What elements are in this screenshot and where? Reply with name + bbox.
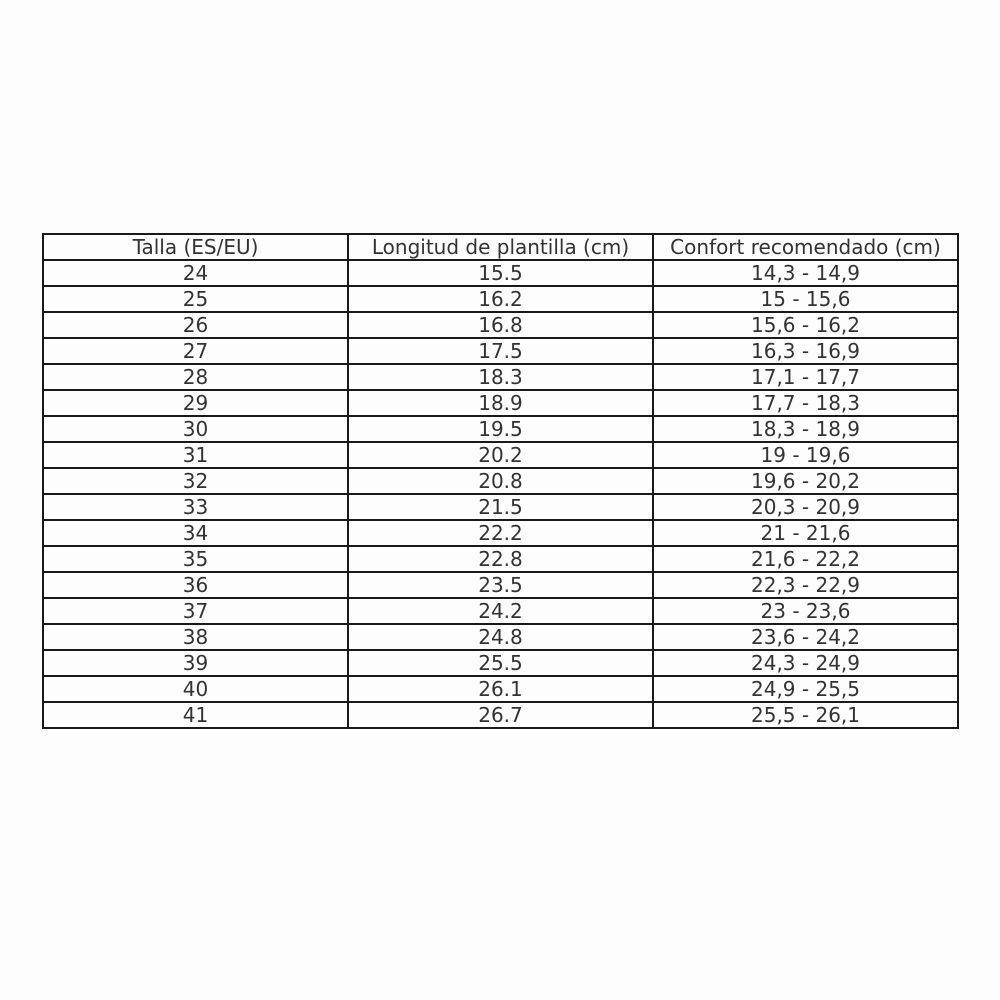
cell-confort-recomendado: 17,7 - 18,3 <box>653 390 958 416</box>
cell-longitud-plantilla: 26.1 <box>348 676 653 702</box>
cell-confort-recomendado: 19 - 19,6 <box>653 442 958 468</box>
table-row <box>43 494 958 520</box>
cell-talla: 26 <box>43 312 348 338</box>
cell-confort-recomendado: 21 - 21,6 <box>653 520 958 546</box>
cell-talla: 38 <box>43 624 348 650</box>
cell-talla: 36 <box>43 572 348 598</box>
table-body <box>43 260 958 728</box>
cell-talla: 31 <box>43 442 348 468</box>
cell-longitud-plantilla: 20.2 <box>348 442 653 468</box>
table-row <box>43 364 958 390</box>
header-longitud-plantilla: Longitud de plantilla (cm) <box>348 234 653 260</box>
table-row <box>43 312 958 338</box>
cell-confort-recomendado: 24,9 - 25,5 <box>653 676 958 702</box>
cell-longitud-plantilla: 25.5 <box>348 650 653 676</box>
cell-longitud-plantilla: 20.8 <box>348 468 653 494</box>
cell-longitud-plantilla: 23.5 <box>348 572 653 598</box>
table-row <box>43 650 958 676</box>
cell-longitud-plantilla: 18.3 <box>348 364 653 390</box>
cell-talla: 39 <box>43 650 348 676</box>
table-row <box>43 598 958 624</box>
cell-longitud-plantilla: 17.5 <box>348 338 653 364</box>
cell-talla: 30 <box>43 416 348 442</box>
cell-confort-recomendado: 20,3 - 20,9 <box>653 494 958 520</box>
cell-confort-recomendado: 16,3 - 16,9 <box>653 338 958 364</box>
table-row <box>43 572 958 598</box>
cell-confort-recomendado: 22,3 - 22,9 <box>653 572 958 598</box>
cell-confort-recomendado: 23 - 23,6 <box>653 598 958 624</box>
table-row <box>43 286 958 312</box>
header-talla: Talla (ES/EU) <box>43 234 348 260</box>
cell-confort-recomendado: 25,5 - 26,1 <box>653 702 958 728</box>
cell-confort-recomendado: 18,3 - 18,9 <box>653 416 958 442</box>
cell-talla: 25 <box>43 286 348 312</box>
cell-longitud-plantilla: 16.8 <box>348 312 653 338</box>
cell-talla: 29 <box>43 390 348 416</box>
cell-talla: 40 <box>43 676 348 702</box>
header-confort-recomendado: Confort recomendado (cm) <box>653 234 958 260</box>
cell-longitud-plantilla: 19.5 <box>348 416 653 442</box>
cell-longitud-plantilla: 22.2 <box>348 520 653 546</box>
cell-confort-recomendado: 15 - 15,6 <box>653 286 958 312</box>
cell-longitud-plantilla: 16.2 <box>348 286 653 312</box>
cell-confort-recomendado: 17,1 - 17,7 <box>653 364 958 390</box>
cell-talla: 27 <box>43 338 348 364</box>
table-row <box>43 520 958 546</box>
cell-confort-recomendado: 15,6 - 16,2 <box>653 312 958 338</box>
table-row <box>43 702 958 728</box>
cell-longitud-plantilla: 24.2 <box>348 598 653 624</box>
cell-longitud-plantilla: 21.5 <box>348 494 653 520</box>
table-row <box>43 338 958 364</box>
header-row <box>43 234 958 260</box>
table-row <box>43 546 958 572</box>
cell-confort-recomendado: 14,3 - 14,9 <box>653 260 958 286</box>
cell-talla: 41 <box>43 702 348 728</box>
cell-confort-recomendado: 19,6 - 20,2 <box>653 468 958 494</box>
table-row <box>43 442 958 468</box>
cell-longitud-plantilla: 26.7 <box>348 702 653 728</box>
cell-longitud-plantilla: 18.9 <box>348 390 653 416</box>
cell-longitud-plantilla: 15.5 <box>348 260 653 286</box>
cell-talla: 28 <box>43 364 348 390</box>
cell-talla: 37 <box>43 598 348 624</box>
cell-talla: 32 <box>43 468 348 494</box>
cell-talla: 34 <box>43 520 348 546</box>
table-row <box>43 468 958 494</box>
cell-longitud-plantilla: 22.8 <box>348 546 653 572</box>
table-row <box>43 260 958 286</box>
table-header <box>43 234 958 260</box>
table-row <box>43 416 958 442</box>
cell-talla: 35 <box>43 546 348 572</box>
cell-longitud-plantilla: 24.8 <box>348 624 653 650</box>
cell-confort-recomendado: 21,6 - 22,2 <box>653 546 958 572</box>
cell-talla: 24 <box>43 260 348 286</box>
table-row <box>43 676 958 702</box>
table-row <box>43 390 958 416</box>
cell-confort-recomendado: 23,6 - 24,2 <box>653 624 958 650</box>
cell-talla: 33 <box>43 494 348 520</box>
size-chart-table <box>42 233 959 729</box>
table-row <box>43 624 958 650</box>
cell-confort-recomendado: 24,3 - 24,9 <box>653 650 958 676</box>
